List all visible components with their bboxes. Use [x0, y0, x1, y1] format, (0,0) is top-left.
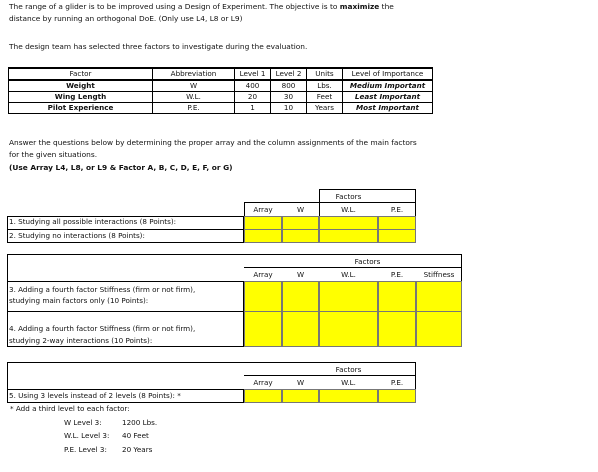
answer-3-array[interactable] — [244, 281, 282, 312]
grid2-header-pe: P.E. — [390, 270, 404, 279]
answer-2-wl[interactable] — [319, 229, 378, 243]
level-3-value-w: 1200 Lbs. — [122, 418, 158, 427]
grid2-header-stiffness: Stiffness — [423, 270, 455, 279]
grid2-factors-label: Factors — [354, 257, 381, 266]
grid3-header-divider — [244, 375, 416, 376]
grid3-header-pe: P.E. — [390, 378, 404, 387]
grid2-header-box — [7, 254, 462, 282]
level-3-name-pe: P.E. Level 3: — [64, 445, 107, 454]
factor-table-header: Factor Abbreviation Level 1 Level 2 Units Level of Importance — [9, 68, 433, 80]
intro-line-1: The range of a glider is to be improved using a Design of Experiment. The objective is to maximize the — [9, 2, 394, 11]
question-5-label: 5. Using 3 levels instead of 2 levels (8 Points): * — [9, 391, 181, 400]
answer-2-pe[interactable] — [378, 229, 416, 243]
answer-3-w[interactable] — [282, 281, 319, 312]
grid3-header-wl: W.L. — [341, 378, 356, 387]
answer-4-array[interactable] — [244, 311, 282, 347]
answer-2-w[interactable] — [282, 229, 319, 243]
grid1-divider — [7, 229, 244, 230]
grid3-header-w: W — [296, 378, 305, 387]
level-3-name-w: W Level 3: — [64, 418, 102, 427]
grid1-factors-label: Factors — [335, 192, 362, 201]
grid2-header-wl: W.L. — [341, 270, 356, 279]
grid2-header-w: W — [296, 270, 305, 279]
answer-5-w[interactable] — [282, 389, 319, 403]
question-2-label: 2. Studying no interactions (8 Points): — [9, 231, 145, 240]
answer-3-pe[interactable] — [378, 281, 416, 312]
table-row: Pilot Experience P.E. 1 10 Years Most Important — [9, 103, 433, 114]
grid2-header-array: Array — [253, 270, 273, 279]
answer-5-pe[interactable] — [378, 389, 416, 403]
level-3-value-pe: 20 Years — [122, 445, 153, 454]
grid3-header-array: Array — [253, 378, 273, 387]
answer-4-stiffness[interactable] — [416, 311, 462, 347]
answer-4-pe[interactable] — [378, 311, 416, 347]
answer-2-array[interactable] — [244, 229, 282, 243]
question-1-label: 1. Studying all possible interactions (8 Points): — [9, 217, 177, 226]
answer-1-array[interactable] — [244, 216, 282, 230]
question-4-line-2: studying 2-way interactions (10 Points): — [9, 336, 153, 345]
grid1-header-box — [244, 202, 416, 217]
answer-1-pe[interactable] — [378, 216, 416, 230]
level-3-value-wl: 40 Feet — [122, 431, 149, 440]
instructions-line-2: for the given situations. — [9, 150, 98, 159]
table-row: Wing Length W.L. 20 30 Feet Least Important — [9, 92, 433, 103]
intro-line-2: distance by running an orthogonal DoE. (Only use L4, L8 or L9) — [9, 14, 243, 23]
answer-5-wl[interactable] — [319, 389, 378, 403]
level-3-name-wl: W.L. Level 3: — [64, 431, 110, 440]
intro-line-3: The design team has selected three factors to investigate during the evaluation. — [9, 42, 308, 51]
grid3-header-box — [7, 362, 416, 390]
grid1-header-wl: W.L. — [341, 205, 356, 214]
grid1-header-w: W — [296, 205, 305, 214]
grid2-header-divider — [244, 267, 462, 268]
level-note: * Add a third level to each factor: — [10, 404, 130, 413]
answer-1-wl[interactable] — [319, 216, 378, 230]
question-3-line-1: 3. Adding a fourth factor Stiffness (firm or not firm), — [9, 285, 196, 294]
table-row: Weight W 400 800 Lbs. Medium Important — [9, 80, 433, 92]
grid1-header-array: Array — [253, 205, 273, 214]
answer-4-wl[interactable] — [319, 311, 378, 347]
factor-table — [8, 67, 433, 114]
instructions-line-3: (Use Array L4, L8, or L9 & Factor A, B, C, D, E, F, or G) — [9, 163, 233, 172]
answer-3-wl[interactable] — [319, 281, 378, 312]
grid1-header-pe: P.E. — [390, 205, 404, 214]
instructions-line-1: Answer the questions below by determining the proper array and the column assignments of the main factors — [9, 138, 417, 147]
grid3-factors-label: Factors — [335, 365, 362, 374]
answer-1-w[interactable] — [282, 216, 319, 230]
answer-5-array[interactable] — [244, 389, 282, 403]
answer-3-stiffness[interactable] — [416, 281, 462, 312]
answer-4-w[interactable] — [282, 311, 319, 347]
question-4-line-1: 4. Adding a fourth factor Stiffness (firm or not firm), — [9, 324, 196, 333]
question-3-line-2: studying main factors only (10 Points): — [9, 296, 149, 305]
